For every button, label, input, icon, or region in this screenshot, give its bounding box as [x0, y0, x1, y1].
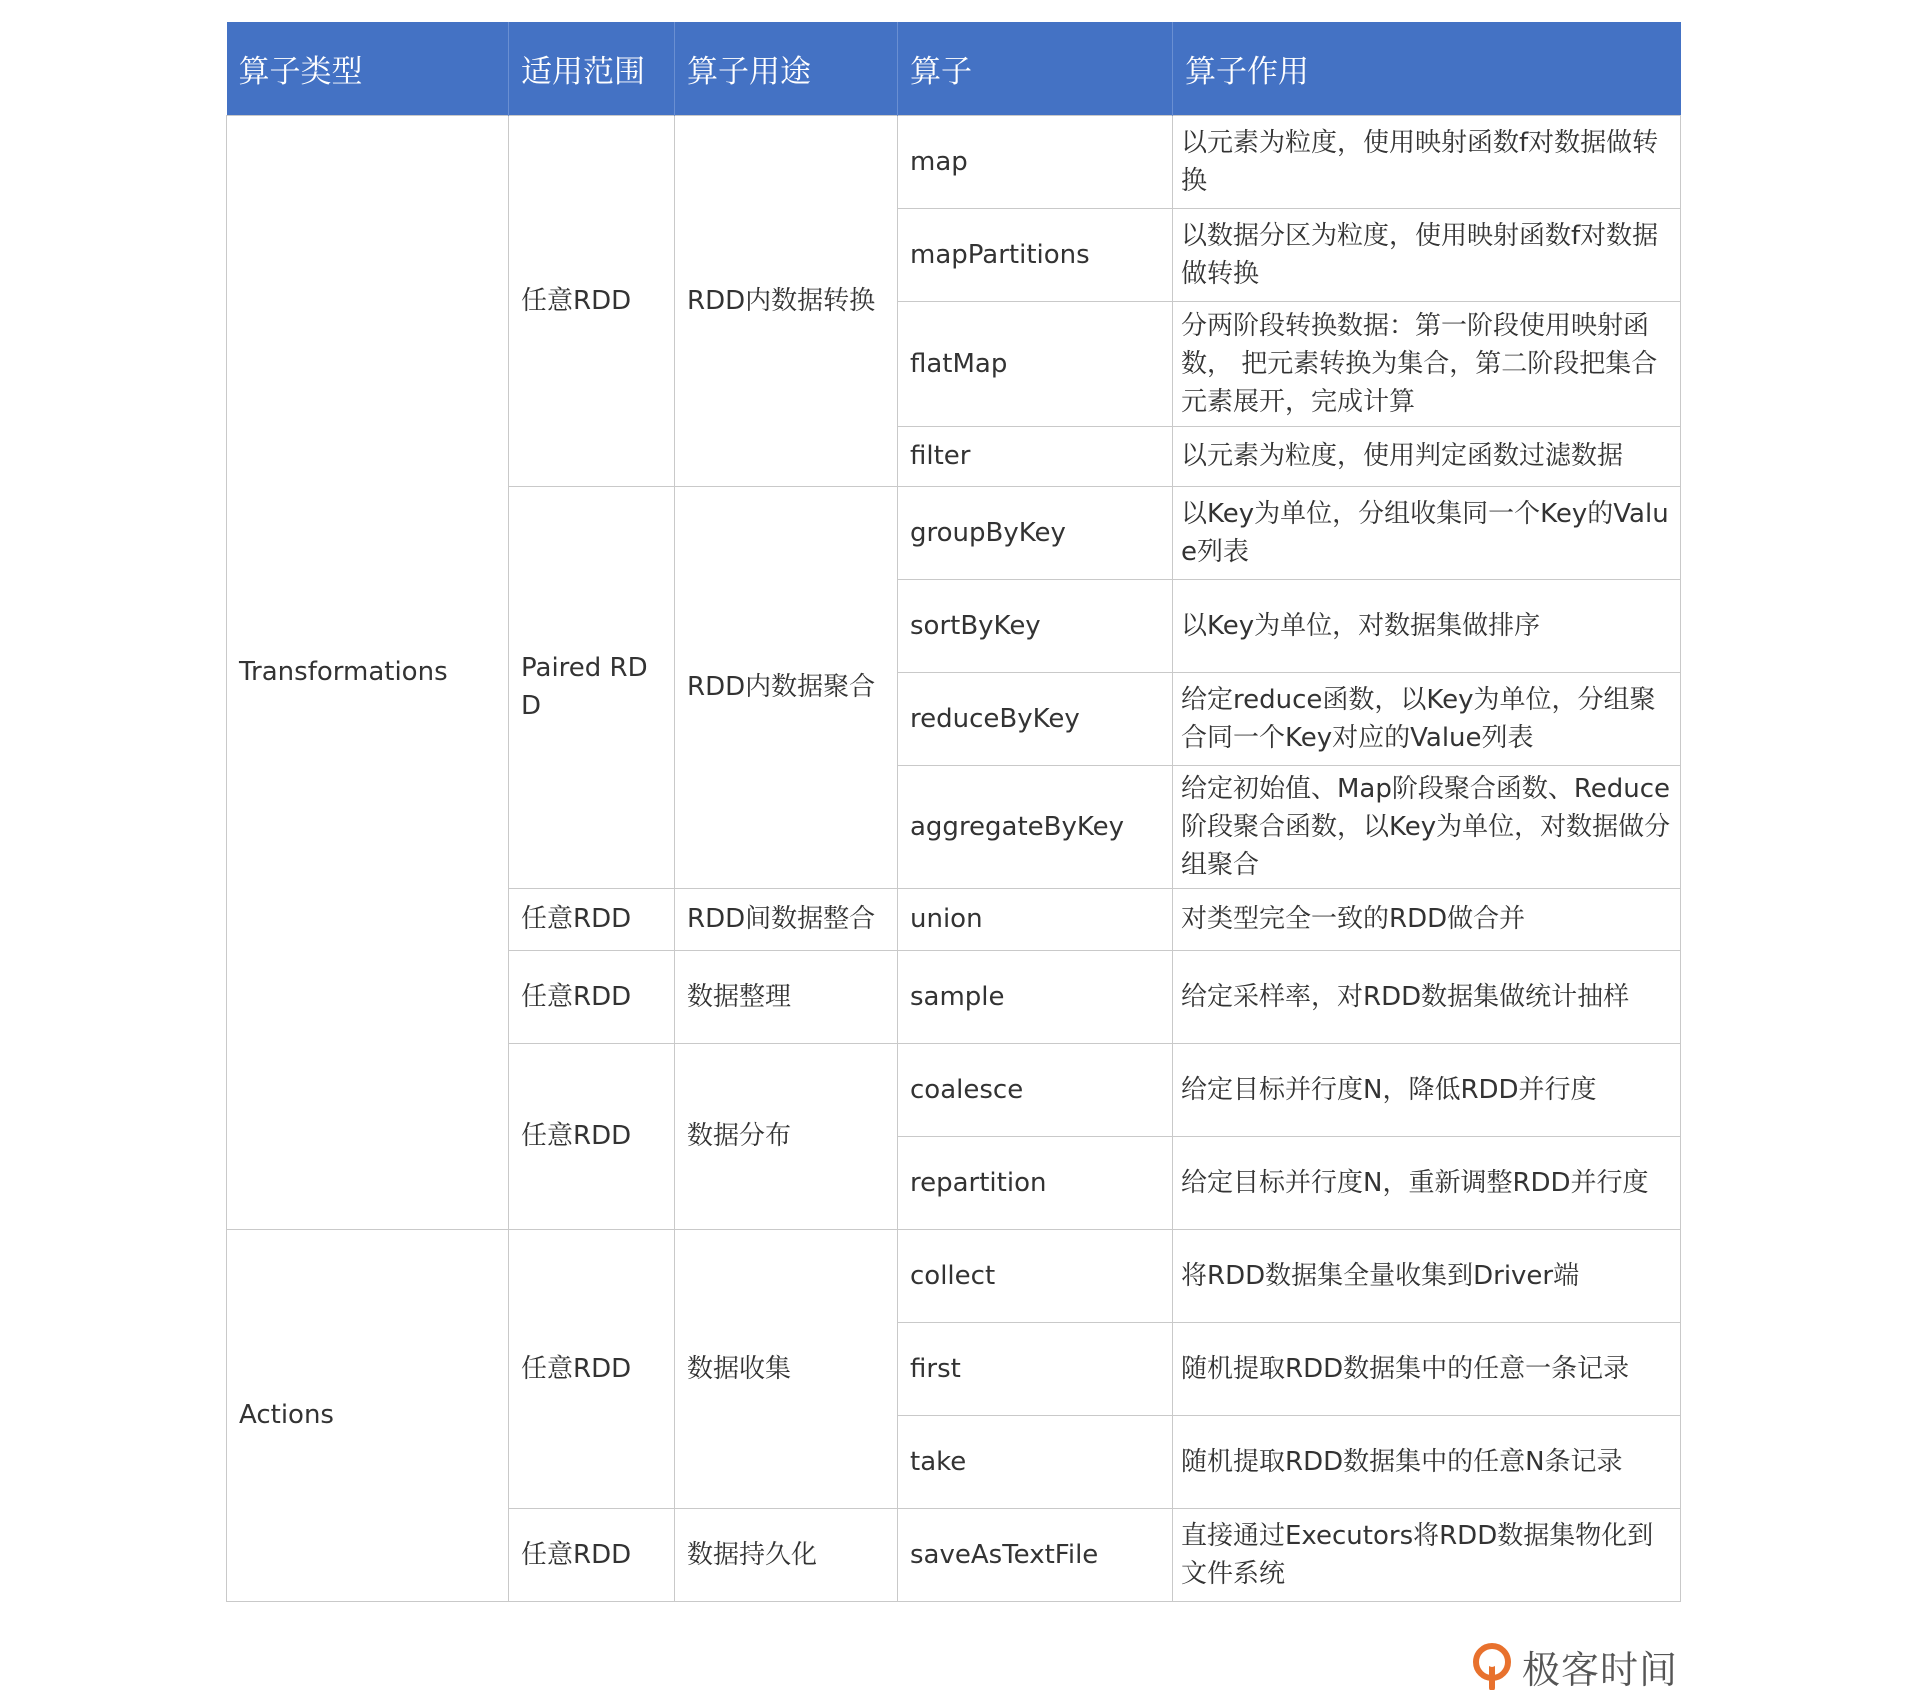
effect-cell: 随机提取RDD数据集中的任意一条记录	[1173, 1322, 1681, 1415]
scope-cell: 任意RDD	[509, 1229, 675, 1508]
table-header	[227, 22, 1681, 115]
header-operator-type: 算子类型	[227, 22, 509, 115]
header-purpose: 算子用途	[675, 22, 898, 115]
purpose-cell: RDD内数据聚合	[675, 486, 898, 888]
operator-cell: coalesce	[898, 1043, 1173, 1136]
purpose-cell: 数据整理	[675, 950, 898, 1043]
operator-table	[226, 22, 1681, 1602]
effect-cell: 随机提取RDD数据集中的任意N条记录	[1173, 1415, 1681, 1508]
operator-type-cell: Transformations	[227, 115, 509, 1229]
table-row	[227, 115, 1681, 208]
table-row	[227, 1229, 1681, 1322]
brand-logo	[1470, 1640, 1678, 1692]
operator-cell: filter	[898, 426, 1173, 486]
effect-cell: 给定采样率，对RDD数据集做统计抽样	[1173, 950, 1681, 1043]
effect-cell: 以Key为单位，对数据集做排序	[1173, 579, 1681, 672]
operator-cell: mapPartitions	[898, 208, 1173, 301]
effect-cell: 给定reduce函数，以Key为单位，分组聚合同一个Key对应的Value列表	[1173, 672, 1681, 765]
scope-cell: 任意RDD	[509, 1508, 675, 1601]
effect-cell: 将RDD数据集全量收集到Driver端	[1173, 1229, 1681, 1322]
header-operator: 算子	[898, 22, 1173, 115]
header-scope: 适用范围	[509, 22, 675, 115]
operator-cell: reduceByKey	[898, 672, 1173, 765]
scope-cell: 任意RDD	[509, 115, 675, 486]
purpose-cell: 数据收集	[675, 1229, 898, 1508]
operator-cell: aggregateByKey	[898, 765, 1173, 888]
brand-name: 极客时间	[1522, 1647, 1679, 1692]
operator-type-cell: Actions	[227, 1229, 509, 1601]
effect-cell: 以数据分区为粒度，使用映射函数f对数据做转换	[1173, 208, 1681, 301]
effect-cell: 直接通过Executors将RDD数据集物化到文件系统	[1173, 1508, 1681, 1601]
scope-cell: Paired RDD	[509, 486, 675, 888]
effect-cell: 给定目标并行度N，重新调整RDD并行度	[1173, 1136, 1681, 1229]
purpose-cell: 数据持久化	[675, 1508, 898, 1601]
effect-cell: 给定初始值、Map阶段聚合函数、Reduce阶段聚合函数，以Key为单位，对数据做分组聚合	[1173, 765, 1681, 888]
effect-cell: 分两阶段转换数据：第一阶段使用映射函数， 把元素转换为集合，第二阶段把集合元素展开，完成计算	[1173, 301, 1681, 426]
effect-cell: 对类型完全一致的RDD做合并	[1173, 888, 1681, 950]
scope-cell: 任意RDD	[509, 888, 675, 950]
effect-cell: 给定目标并行度N，降低RDD并行度	[1173, 1043, 1681, 1136]
operator-cell: take	[898, 1415, 1173, 1508]
purpose-cell: 数据分布	[675, 1043, 898, 1229]
effect-cell: 以Key为单位，分组收集同一个Key的Value列表	[1173, 486, 1681, 579]
geektime-logo-icon	[1470, 1642, 1514, 1690]
purpose-cell: RDD间数据整合	[675, 888, 898, 950]
operator-cell: groupByKey	[898, 486, 1173, 579]
operator-cell: union	[898, 888, 1173, 950]
effect-cell: 以元素为粒度，使用判定函数过滤数据	[1173, 426, 1681, 486]
operator-cell: repartition	[898, 1136, 1173, 1229]
purpose-cell: RDD内数据转换	[675, 115, 898, 486]
operator-cell: collect	[898, 1229, 1173, 1322]
effect-cell: 以元素为粒度，使用映射函数f对数据做转换	[1173, 115, 1681, 208]
operator-cell: sortByKey	[898, 579, 1173, 672]
operator-cell: map	[898, 115, 1173, 208]
operator-cell: sample	[898, 950, 1173, 1043]
operator-cell: flatMap	[898, 301, 1173, 426]
operator-cell: saveAsTextFile	[898, 1508, 1173, 1601]
header-effect: 算子作用	[1173, 22, 1681, 115]
header-row	[227, 22, 1681, 115]
scope-cell: 任意RDD	[509, 950, 675, 1043]
operator-cell: first	[898, 1322, 1173, 1415]
table-body	[227, 115, 1681, 1601]
scope-cell: 任意RDD	[509, 1043, 675, 1229]
